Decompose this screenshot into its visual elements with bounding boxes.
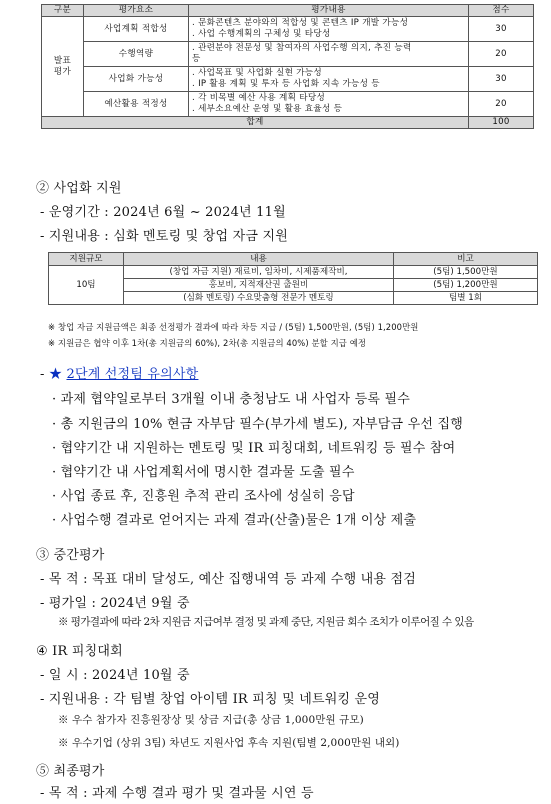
table-row <box>42 92 534 117</box>
section3-heading: ③ 중간평가 <box>36 548 105 563</box>
stage2-bullet: · 사업수행 결과로 얻어지는 과제 결과(산출)물은 1개 이상 제출 <box>52 513 417 528</box>
content-cell: (창업 자금 지원) 재료비, 임차비, 시제품제작비, <box>124 266 394 279</box>
score-cell: 30 <box>469 67 534 92</box>
evaluation-table <box>41 4 534 129</box>
scale-cell: 10팀 <box>49 266 124 305</box>
content-cell: 홍보비, 지적재산권 출원비 <box>124 279 394 292</box>
stage2-bullet: · 협약기간 내 지원하는 멘토링 및 IR 피칭대회, 네트워킹 등 필수 참여 <box>52 441 456 456</box>
stage2-title-link[interactable]: 2단계 선정팀 유의사항 <box>66 367 199 382</box>
content-cell <box>189 92 469 117</box>
section3-note: ※ 평가결과에 따라 2차 지원금 지급여부 결정 및 과제 중단, 지원금 회수 조치가 이루어질 수 있음 <box>58 616 474 628</box>
section4-note: ※ 우수기업 (상위 3팀) 차년도 지원사업 후속 지원(팀별 2,000만원 내외) <box>58 737 400 749</box>
table-row <box>42 42 534 67</box>
group-cell <box>42 17 84 117</box>
section2-heading: ② 사업화 지원 <box>36 181 122 196</box>
note-line: ※ 창업 자금 지원금액은 최종 선정평가 결과에 따라 차등 지급 / (5팀) 1,500만원, (5팀) 1,200만원 <box>48 322 419 332</box>
content-line: . 문화콘텐츠 분야와의 적합성 및 콘텐츠 IP 개발 가능성 <box>192 18 409 28</box>
header-category: 구분 <box>42 5 84 17</box>
section4-content: - 지원내용 : 각 팀별 창업 아이템 IR 피칭 및 네트워킹 운영 <box>40 692 381 707</box>
content-cell <box>189 67 469 92</box>
score-cell: 20 <box>469 92 534 117</box>
header-score: 점수 <box>469 5 534 17</box>
content-cell <box>189 42 469 67</box>
content-cell: (심화 멘토링) 수요맞춤형 전문가 멘토링 <box>124 292 394 305</box>
header-element: 평가요소 <box>84 5 189 17</box>
content-line: . 사업 수행계획의 구체성 및 타당성 <box>192 29 331 39</box>
header-note: 비고 <box>394 253 538 266</box>
note-line: ※ 지원금은 협약 이후 1차(총 지원금의 60%), 2차(총 지원금의 40%) 분할 지급 예정 <box>48 338 367 348</box>
stage2-bullet: · 사업 종료 후, 진흥원 추적 관리 조사에 성실히 응답 <box>52 489 355 504</box>
stage2-prefix: - <box>40 367 49 382</box>
element-cell: 사업계획 적합성 <box>84 17 189 42</box>
header-content: 평가내용 <box>189 5 469 17</box>
section3-date: - 평가일 : 2024년 9월 중 <box>40 596 190 611</box>
content-cell <box>189 17 469 42</box>
table-header-row <box>42 5 534 17</box>
section2-period: - 운영기간 : 2024년 6월 ~ 2024년 11월 <box>40 205 286 220</box>
total-score: 100 <box>469 117 534 129</box>
note-cell: (5팀) 1,500만원 <box>394 266 538 279</box>
content-line: . 관련분야 전문성 및 참여자의 사업수행 의지, 추진 능력 <box>192 43 412 53</box>
table-row <box>42 67 534 92</box>
element-cell: 예산활용 적정성 <box>84 92 189 117</box>
header-content: 내용 <box>124 253 394 266</box>
section4-heading: ④ IR 피칭대회 <box>36 644 123 659</box>
stage2-title-line <box>40 363 198 382</box>
element-cell: 수행역량 <box>84 42 189 67</box>
content-line: . IP 활용 계획 및 투자 등 사업화 지속 가능성 등 <box>192 79 380 89</box>
stage2-bullet: · 협약기간 내 사업계획서에 명시한 결과물 도출 필수 <box>52 465 355 480</box>
element-cell: 사업화 가능성 <box>84 67 189 92</box>
section5-purpose: - 목 적 : 과제 수행 결과 평가 및 결과물 시연 등 <box>40 786 314 801</box>
note-cell: 팀별 1회 <box>394 292 538 305</box>
content-line: . 각 비목별 예산 사용 계획 타당성 <box>192 93 326 103</box>
note-cell: (5팀) 1,200만원 <box>394 279 538 292</box>
content-line: 등 <box>192 54 201 64</box>
section5-heading: ⑤ 최종평가 <box>36 764 105 779</box>
table-row <box>49 266 538 279</box>
section4-date: - 일 시 : 2024년 10월 중 <box>40 668 190 683</box>
content-line: . 세부소요예산 운영 및 활용 효율성 등 <box>192 104 343 114</box>
table-row <box>42 17 534 42</box>
group-label-line: 평가 <box>53 66 72 77</box>
total-row <box>42 117 534 129</box>
header-scale: 지원규모 <box>49 253 124 266</box>
section2-content: - 지원내용 : 심화 멘토링 및 창업 자금 지원 <box>40 229 288 244</box>
star-icon: ★ <box>48 367 63 382</box>
section3-purpose: - 목 적 : 목표 대비 달성도, 예산 집행내역 등 과제 수행 내용 점검 <box>40 572 417 587</box>
content-line: . 사업목표 및 사업화 실현 가능성 <box>192 68 323 78</box>
stage2-bullet: · 과제 협약일로부터 3개월 이내 충청남도 내 사업자 등록 필수 <box>52 392 410 407</box>
section4-note: ※ 우수 참가자 진흥원장상 및 상금 지급(총 상금 1,000만원 규모) <box>58 714 364 726</box>
score-cell: 20 <box>469 42 534 67</box>
support-table <box>48 252 538 305</box>
group-label-line: 발표 <box>53 55 72 66</box>
stage2-bullet: · 총 지원금의 10% 현금 자부담 필수(부가세 별도), 자부담금 우선 집행 <box>52 417 463 432</box>
table-header-row <box>49 253 538 266</box>
total-label: 합계 <box>42 117 469 129</box>
score-cell: 30 <box>469 17 534 42</box>
